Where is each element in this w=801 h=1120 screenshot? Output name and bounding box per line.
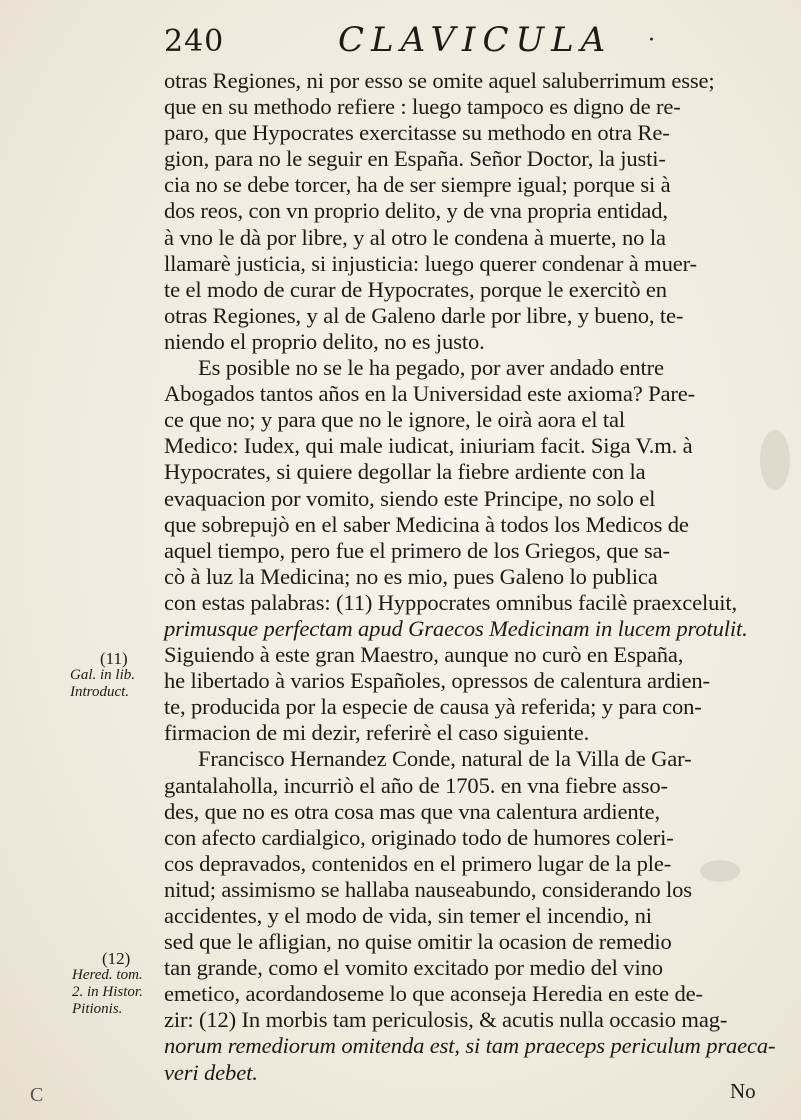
margin-note-text: Hered. tom.	[72, 967, 143, 983]
text-line: aquel tiempo, pero fue el primero de los Griegos, que sa-	[164, 537, 670, 563]
text-line: des, que no es otra cosa mas que vna calentura ardiente,	[164, 798, 660, 824]
text-line: accidentes, y el modo de vida, sin temer el incendio, ni	[164, 903, 652, 928]
margin-note-text: Gal. in lib.	[70, 667, 136, 683]
margin-note-number: (11)	[100, 649, 128, 668]
text-line: Siguiendo à este gran Maestro, aunque no curò en España,	[164, 642, 684, 668]
text-line: gantalaholla, incurriò el año de 1705. en vna fiebre asso-	[164, 772, 668, 798]
text-line: paro, que Hypocrates exercitasse su methodo en otra Re-	[164, 120, 670, 146]
text-line: à vno le dà por libre, y al otro le condena à muerte, no la	[164, 224, 666, 250]
text-line: con afecto cardialgico, originado todo de humores coleri-	[164, 824, 674, 850]
text-line: cos depravados, contenidos en el primero lugar de la ple-	[164, 850, 672, 876]
text-line: llamarè justicia, si injusticia: luego querer condenar à muer-	[164, 250, 697, 276]
margin-note-text: 2. in Histor.	[72, 984, 143, 1000]
latin-quote-line: primusque perfectam apud Graecos Medicinam in lucem protulit.	[164, 615, 748, 641]
text-line: que sobrepujò en el saber Medicina à todos los Medicos de	[164, 511, 689, 537]
margin-note-12	[72, 950, 164, 1018]
text-line: evaquacion por vomito, siendo este Principe, no solo el	[164, 485, 656, 511]
margin-note-text: Pitionis.	[72, 1001, 123, 1017]
text-line: dos reos, con vn proprio delito, y de vna propria entidad,	[164, 198, 668, 224]
running-title: CLAVICULA	[338, 20, 613, 60]
edge-mark: C	[30, 1084, 44, 1106]
latin-quote-line: norum remediorum omitenda est, si tam praeceps periculum praeca-	[164, 1033, 776, 1059]
text-line: nitud; assimismo se hallaba nauseabundo, considerando los	[164, 876, 692, 902]
text-line: tan grande, como el vomito excitado por medio del vino	[164, 955, 663, 981]
text-line: zir: (12) In morbis tam periculosis, & acutis nulla occasio mag-	[164, 1007, 728, 1033]
text-line: Abogados tantos años en la Universidad este axioma? Pare-	[164, 381, 696, 407]
text-line: niendo el proprio delito, no es justo.	[164, 328, 485, 354]
text-line: gion, para no le seguir en España. Señor Doctor, la justi-	[164, 146, 666, 172]
body-text	[164, 68, 790, 1086]
text-line: Medico: Iudex, qui male iudicat, iniuriam facit. Siga V.m. à	[164, 433, 693, 459]
paragraph-start: Francisco Hernandez Conde, natural de la Villa de Gar-	[198, 746, 692, 772]
margin-note-text: Introduct.	[70, 684, 130, 700]
page-number: 240	[164, 24, 225, 59]
text-line: cia no se debe torcer, ha de ser siempre igual; porque si à	[164, 172, 671, 198]
text-line: ce que no; y para que no le ignore, le oirà aora el tal	[164, 407, 625, 433]
text-line: te el modo de curar de Hypocrates, porque le exercitò en	[164, 276, 667, 302]
text-line: que en su methodo refiere : luego tampoco es digno de re-	[164, 94, 681, 120]
margin-note-number: (12)	[102, 949, 131, 968]
text-line: te, producida por la especie de causa yà referida; y para con-	[164, 694, 702, 720]
page-header	[152, 20, 712, 70]
text-line: emetico, acordandoseme lo que aconseja Heredia en este de-	[164, 981, 703, 1007]
catchword: No	[730, 1079, 756, 1103]
text-line: Hypocrates, si quiere degollar la fiebre ardiente con la	[164, 459, 646, 485]
text-line: con estas palabras: (11) Hyppocrates omnibus facilè praexceluit,	[164, 589, 738, 615]
text-line: he libertado à varios Españoles, opressos de calentura ardien-	[164, 668, 710, 694]
margin-note-11	[70, 650, 162, 701]
text-line: sed que le afligian, no quise omitir la ocasion de remedio	[164, 929, 672, 955]
text-line: firmacion de mi dezir, referirè el caso siguiente.	[164, 720, 590, 746]
header-mark: ·	[648, 28, 655, 53]
text-line: cò à luz la Medicina; no es mio, pues Galeno lo publica	[164, 563, 658, 589]
text-line: otras Regiones, y al de Galeno darle por libre, y bueno, te-	[164, 302, 684, 328]
latin-quote-line: veri debet.	[164, 1059, 258, 1085]
paragraph-start: Es posible no se le ha pegado, por aver andado entre	[198, 355, 664, 381]
text-line: otras Regiones, ni por esso se omite aquel saluberrimum esse;	[164, 68, 715, 93]
